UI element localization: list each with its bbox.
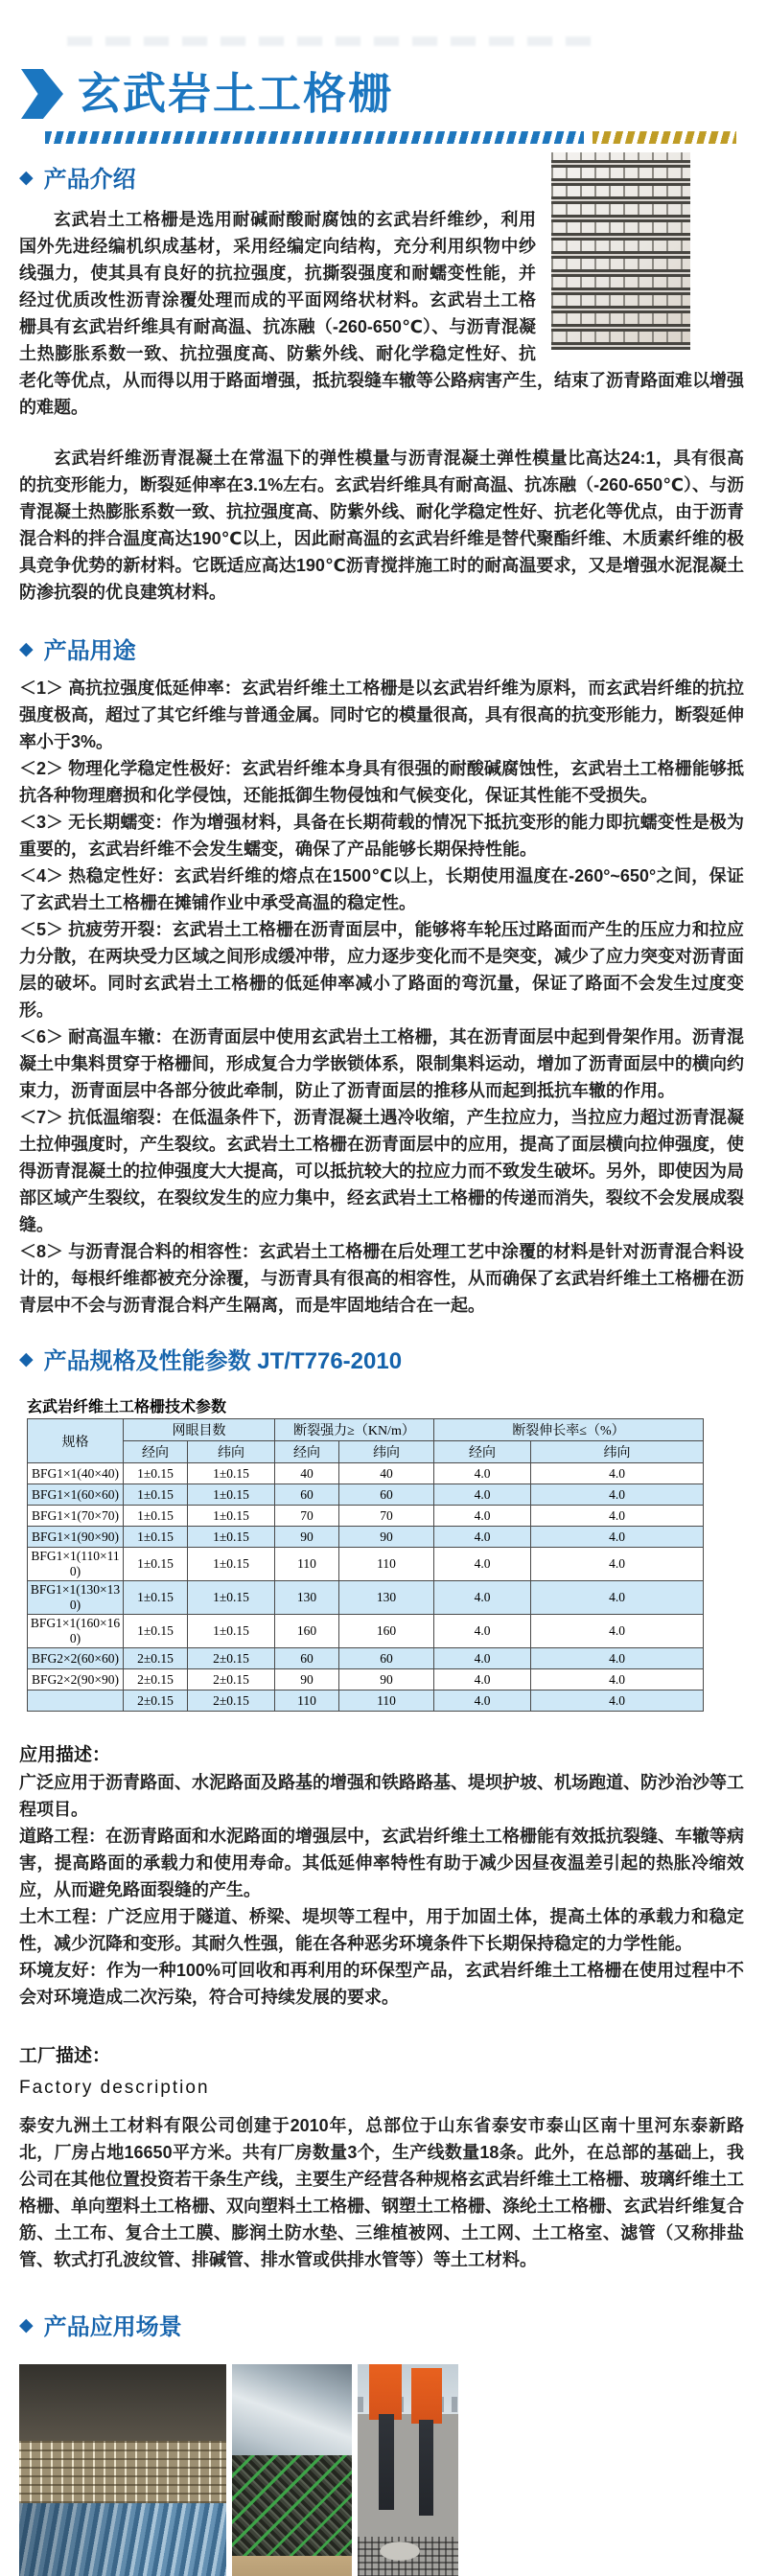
value-cell: 2±0.15 [188,1669,275,1690]
factory-heading-en: Factory description [19,2078,210,2098]
value-cell: 110 [275,1690,339,1712]
use-item-1: ＜1＞ 高抗拉强度低延伸率：玄武岩纤维土工格栅是以玄武岩纤维为原料，而玄武岩纤维的抗拉强度极高，超过了其它纤维与普通金属。同时它的模量很高，具有很高的抗变形能力，断裂延伸率小于3%。 [19,678,744,751]
hatch-blue-segment [45,131,584,144]
hatched-divider [45,131,741,144]
specs-table-body [28,1463,704,1712]
section-intro [19,160,744,606]
chevron-right-icon [21,69,63,119]
value-cell: 60 [339,1648,434,1669]
application-paragraph-4: 环境友好：作为一种100%可回收和再利用的环保型产品，玄武岩纤维土工格栅在使用过程中不会对环境造成二次污染，符合可持续发展的要求。 [19,1961,744,2007]
value-cell: 4.0 [434,1581,531,1615]
value-cell: 4.0 [531,1463,704,1484]
use-item-2: ＜2＞ 物理化学稳定性极好：玄武岩纤维本身具有很强的耐酸碱腐蚀性，玄武岩土工格栅能够抵抗各种物理磨损和化学侵蚀，还能抵御生物侵蚀和气候变化，保证其性能不受损失。 [19,759,744,805]
value-cell: 160 [275,1615,339,1648]
use-item-4: ＜4＞ 热稳定性好：玄武岩纤维的熔点在1500℃以上，长期使用温度在-260°~650°之间，保证了玄武岩土工格栅在摊铺作业中承受高温的稳定性。 [19,866,744,912]
value-cell: 1±0.15 [188,1527,275,1548]
value-cell: 2±0.15 [124,1648,188,1669]
product-mesh-image [551,152,690,350]
table-row-8 [28,1648,704,1669]
value-cell: 160 [339,1615,434,1648]
table-row-2 [28,1484,704,1506]
value-cell: 90 [339,1669,434,1690]
value-cell: 1±0.15 [188,1484,275,1506]
table-row-6 [28,1581,704,1615]
spec-cell: BFG2×2(60×60) [28,1648,124,1669]
table-row-1 [28,1463,704,1484]
uses-list [19,675,744,1319]
value-cell: 1±0.15 [124,1581,188,1615]
value-cell: 40 [339,1463,434,1484]
value-cell: 110 [339,1548,434,1581]
value-cell: 4.0 [531,1527,704,1548]
diamond-icon: ◆ [19,168,34,188]
value-cell: 1±0.15 [188,1581,275,1615]
value-cell: 4.0 [531,1484,704,1506]
col-group-header-1: 断裂强力≥（KN/m） [275,1419,434,1441]
scene-photo-weaving-machine-production-line [19,2364,226,2576]
section-scenes [19,2308,744,2576]
hatch-gold-segment [593,131,736,144]
value-cell: 40 [275,1463,339,1484]
value-cell: 1±0.15 [124,1484,188,1506]
spec-cell: BFG1×1(110×110) [28,1548,124,1581]
col-group-header-0: 网眼目数 [124,1419,275,1441]
diamond-icon: ◆ [19,639,34,659]
value-cell: 60 [275,1648,339,1669]
application-paragraphs [19,1769,744,2011]
value-cell: 4.0 [434,1463,531,1484]
spec-cell: BFG1×1(160×160) [28,1615,124,1648]
specs-heading [19,1342,744,1375]
section-specs [19,1342,744,1712]
value-cell: 4.0 [434,1615,531,1648]
value-cell: 4.0 [434,1669,531,1690]
scenes-heading-label: 产品应用场景 [43,2314,182,2340]
value-cell: 1±0.15 [124,1527,188,1548]
value-cell: 2±0.15 [188,1648,275,1669]
factory-heading-cn: 工厂描述： [19,2046,111,2066]
factory-description: 泰安九洲土工材料有限公司创建于2010年，总部位于山东省泰安市泰山区南十里河东泰新路北，厂房占地16650平方米。共有厂房数量3个，生产线数量18条。此外，在总部的基础上，我公司在其他位置投资若干条生产线，主要生产经营各种规格玄武岩纤维土工格栅、玻璃纤维土工格栅、单向塑料土工格栅、双向塑料土工格栅、钢塑土工格栅、涤纶土工格栅、玄武岩纤维复合筋、土工布、复合土工膜、膨润土防水垫、三维植被网、土工网、土工格室、滤管（又称排盐管、软式打孔波纹管、排碱管、排水管或供排水管等）等土工材料。 [19,2116,744,2269]
page-title: 玄武岩土工格栅 [78,69,394,118]
table-row-9 [28,1669,704,1690]
value-cell: 2±0.15 [124,1669,188,1690]
table-row-4 [28,1527,704,1548]
faint-watermark-band [67,36,604,46]
table-row-10 [28,1690,704,1712]
uses-heading [19,632,744,665]
value-cell: 1±0.15 [188,1548,275,1581]
intro-heading [19,160,536,194]
scene-photo-geogrid-bundles-stockyard [232,2364,352,2576]
value-cell: 1±0.15 [124,1463,188,1484]
value-cell: 130 [339,1581,434,1615]
application-heading: 应用描述： [19,1745,111,1765]
intro-heading-label: 产品介绍 [43,167,136,193]
application-paragraph-3: 土木工程：广泛应用于隧道、桥梁、堤坝等工程中，用于加固土体，提高土体的承载力和稳定性，减少沉降和变形。其耐久性强，能在各种恶劣环境条件下长期保持稳定的力学性能。 [19,1907,744,1953]
value-cell: 4.0 [434,1548,531,1581]
application-paragraph-2: 道路工程：在沥青路面和水泥路面的增强层中，玄武岩纤维土工格栅能有效抵抗裂缝、车辙等病害，提高路面的承载力和使用寿命。其低延伸率特性有助于减少因昼夜温差引起的热胀冷缩效应，从而避免路面裂缝的产生。 [19,1827,744,1899]
value-cell: 4.0 [531,1648,704,1669]
specs-table-head [28,1419,704,1463]
specs-table-title: 玄武岩纤维土工格栅技术参数 [27,1399,227,1415]
diamond-icon: ◆ [19,1349,34,1369]
value-cell: 4.0 [434,1484,531,1506]
page-header [21,0,744,119]
value-cell: 2±0.15 [188,1690,275,1712]
col-header-spec: 规格 [28,1419,124,1463]
value-cell: 4.0 [434,1690,531,1712]
value-cell: 70 [339,1506,434,1527]
spec-cell: BFG1×1(60×60) [28,1484,124,1506]
diamond-icon: ◆ [19,2315,34,2335]
col-subheader-0-0: 经向 [124,1441,188,1463]
value-cell: 1±0.15 [124,1615,188,1648]
application-paragraph-1: 广泛应用于沥青路面、水泥路面及路基的增强和铁路路基、堤坝护坡、机场跑道、防沙治沙等工程项目。 [19,1773,744,1819]
spec-cell: BFG2×2(90×90) [28,1669,124,1690]
spec-cell: BFG1×1(70×70) [28,1506,124,1527]
value-cell: 90 [275,1527,339,1548]
specs-heading-label: 产品规格及性能参数 JT/T776-2010 [43,1348,403,1374]
value-cell: 60 [275,1484,339,1506]
uses-heading-label: 产品用途 [43,638,136,664]
value-cell: 4.0 [531,1581,704,1615]
section-application [19,1740,744,2011]
section-factory [19,2041,744,2273]
photo-row-1 [19,2364,744,2576]
table-row-7 [28,1615,704,1648]
value-cell: 1±0.15 [124,1548,188,1581]
value-cell: 4.0 [531,1615,704,1648]
col-subheader-1-1: 纬向 [339,1441,434,1463]
spec-cell [28,1690,124,1712]
value-cell: 70 [275,1506,339,1527]
table-row-3 [28,1506,704,1527]
scenes-heading [19,2308,744,2341]
use-item-6: ＜6＞ 耐高温车辙：在沥青面层中使用玄武岩土工格栅，其在沥青面层中起到骨架作用。沥青混凝土中集料贯穿于格栅间，形成复合力学嵌锁体系，限制集料运动，增加了沥青面层中的横向约束力，沥青面层中各部分彼此牵制，防止了沥青面层的推移从而起到抵抗车辙的作用。 [19,1027,744,1100]
col-subheader-1-0: 经向 [275,1441,339,1463]
intro-paragraph-1: 玄武岩土工格栅是选用耐碱耐酸耐腐蚀的玄武岩纤维纱，利用国外先进经编机织成基材，采用经编定向结构，充分利用织物中纱线强力，使其具有良好的抗拉强度，抗撕裂强度和耐蠕变性能，并经过优质改性沥青涂覆处理而成的平面网络状材料。玄武岩土工格栅具有玄武岩纤维具有耐高温、抗冻融（-260-650℃）、与沥青混凝土热膨胀系数一致、抗拉强度高、防紫外线、耐化学稳定性好、抗老化等优点，从而得以用于路面增强，抵抗裂缝车辙等公路病害产生，结束了沥青路面难以增强的难题。 [19,210,744,417]
value-cell: 4.0 [531,1506,704,1527]
spec-cell: BFG1×1(130×130) [28,1581,124,1615]
value-cell: 90 [339,1527,434,1548]
value-cell: 2±0.15 [124,1690,188,1712]
spec-cell: BFG1×1(90×90) [28,1527,124,1548]
col-group-header-2: 断裂伸长率≤（%） [434,1419,704,1441]
use-item-5: ＜5＞ 抗疲劳开裂：玄武岩土工格栅在沥青面层中，能够将车轮压过路面而产生的压应力和拉应力分散，在两块受力区域之间形成缓冲带，应力逐步变化而不是突变，减少了应力突变对沥青面层的破坏。同时玄武岩土工格栅的低延伸率减小了路面的弯沉量，保证了路面不会发生过度变形。 [19,920,744,1020]
col-subheader-2-0: 经向 [434,1441,531,1463]
use-item-3: ＜3＞ 无长期蠕变：作为增强材料，具备在长期荷载的情况下抵抗变形的能力即抗蠕变性是极为重要的，玄武岩纤维不会发生蠕变，确保了产品能够长期保持性能。 [19,813,744,859]
value-cell: 4.0 [434,1506,531,1527]
value-cell: 4.0 [531,1690,704,1712]
value-cell: 4.0 [434,1527,531,1548]
value-cell: 110 [275,1548,339,1581]
value-cell: 4.0 [531,1669,704,1690]
specs-table [27,1418,704,1712]
value-cell: 130 [275,1581,339,1615]
spec-cell: BFG1×1(40×40) [28,1463,124,1484]
use-item-7: ＜7＞ 抗低温缩裂：在低温条件下，沥青混凝土遇冷收缩，产生拉应力，当拉应力超过沥青混凝土拉伸强度时，产生裂纹。玄武岩土工格栅在沥青面层中的应用，提高了面层横向拉伸强度，使得沥青混凝土的拉伸强度大大提高，可以抵抗较大的拉应力而不致发生破坏。另外，即使因为局部区域产生裂纹，在裂纹发生的应力集中，经玄武岩土工格栅的传递而消失，裂纹不会发展成裂缝。 [19,1108,744,1234]
section-uses [19,632,744,1319]
value-cell: 1±0.15 [188,1615,275,1648]
value-cell: 1±0.15 [188,1463,275,1484]
value-cell: 4.0 [531,1548,704,1581]
col-subheader-2-1: 纬向 [531,1441,704,1463]
table-row-5 [28,1548,704,1581]
value-cell: 110 [339,1690,434,1712]
value-cell: 1±0.15 [188,1506,275,1527]
col-subheader-0-1: 纬向 [188,1441,275,1463]
value-cell: 60 [339,1484,434,1506]
intro-paragraph-2: 玄武岩纤维沥青混凝土在常温下的弹性模量与沥青混凝土弹性模量比高达24:1，具有很高的抗变形能力，断裂延伸率在3.1%左右。玄武岩纤维具有耐高温、抗冻融（-260-650℃）、与沥青混凝土热膨胀系数一致、抗拉强度高、防紫外线、耐化学稳定性好、抗老化等优点，由于沥青混合料的拌合温度高达190℃以上，因此耐高温的玄武岩纤维是替代聚酯纤维、木质素纤维的极具竞争优势的新材料。它既适应高达190℃沥青搅拌施工时的耐高温要求，又是增强水泥混凝土防渗抗裂的优良建筑材料。 [19,448,744,602]
value-cell: 90 [275,1669,339,1690]
scene-photo-workers-paving-concrete [358,2364,458,2576]
scene-photo-grid [19,2364,744,2576]
value-cell: 4.0 [434,1648,531,1669]
value-cell: 1±0.15 [124,1506,188,1527]
use-item-8: ＜8＞ 与沥青混合料的相容性：玄武岩土工格栅在后处理工艺中涂覆的材料是针对沥青混合料设计的，每根纤维都被充分涂覆，与沥青具有很高的相容性，从而确保了玄武岩纤维土工格栅在沥青层中不会与沥青混合料产生隔离，而是牢固地结合在一起。 [19,1242,744,1315]
